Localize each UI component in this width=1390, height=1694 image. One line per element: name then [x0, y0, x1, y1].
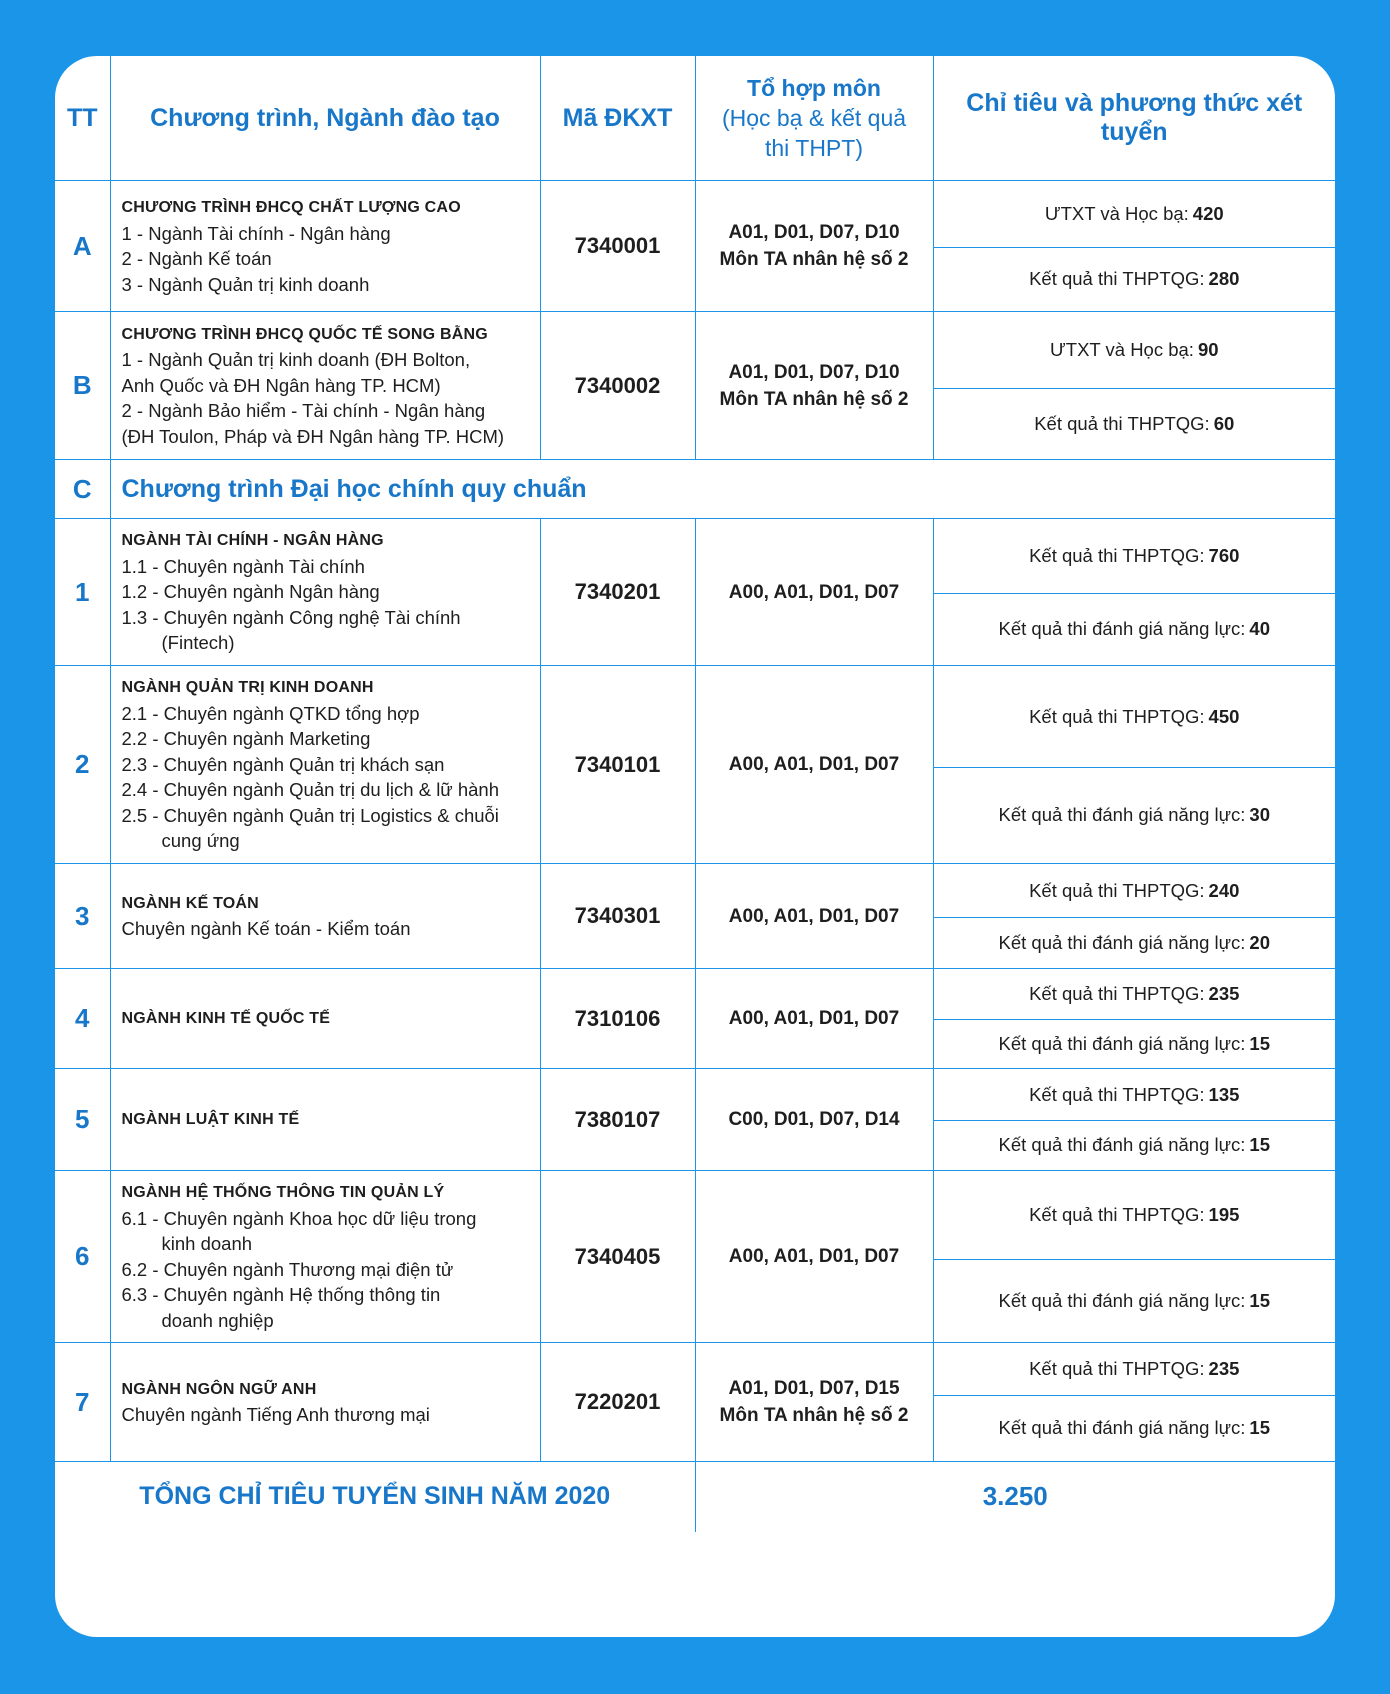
subject-combo-cell — [695, 969, 933, 1069]
quota-method-1 — [934, 865, 1336, 917]
quota-stack — [934, 667, 1336, 863]
quota-stack — [934, 970, 1336, 1068]
subject-combo-cell — [695, 312, 933, 460]
quota-method-2 — [934, 1395, 1336, 1461]
quota-method-2-value: 15 — [1249, 1032, 1270, 1054]
quota-method-2-value: 60 — [1213, 412, 1235, 434]
quota-cell — [933, 519, 1335, 666]
quota-method-1-value: 235 — [1208, 1358, 1240, 1379]
quota-method-2-label: Kết quả thi đánh giá năng lực: — [998, 931, 1246, 953]
table-row — [55, 864, 1335, 969]
program-line: 3 - Ngành Quản trị kinh doanh — [121, 273, 370, 295]
quota-cell — [933, 864, 1335, 969]
quota-method-2-value: 15 — [1249, 1289, 1270, 1311]
table-row — [55, 1171, 1335, 1343]
program-title: NGÀNH TÀI CHÍNH - NGÂN HÀNG — [121, 532, 384, 550]
registration-code: 7340405 — [540, 1171, 695, 1343]
total-row — [55, 1462, 1335, 1532]
row-tt: 7 — [55, 1343, 110, 1462]
row-tt: 5 — [55, 1069, 110, 1171]
quota-method-2-label: Kết quả thi đánh giá năng lực: — [998, 618, 1246, 639]
quota-cell — [933, 312, 1335, 460]
table-row — [55, 969, 1335, 1069]
quota-method-1-label: Kết quả thi THPTQG: — [1029, 705, 1205, 727]
subject-combo: A01, D01, D07, D10 — [728, 222, 900, 243]
quota-method-1-label: Kết quả thi THPTQG: — [1029, 1083, 1205, 1105]
registration-code: 7340101 — [540, 666, 695, 864]
quota-method-1-value: 240 — [1208, 879, 1240, 901]
program-line: 6.2 - Chuyên ngành Thương mại điện tử — [121, 1258, 454, 1280]
quota-method-1-value: 135 — [1208, 1083, 1240, 1105]
quota-method-2 — [934, 767, 1336, 863]
table-header-row — [55, 56, 1335, 181]
program-title: NGÀNH KẾ TOÁN — [121, 894, 259, 912]
program-cell — [110, 312, 540, 460]
quota-method-2 — [934, 1259, 1336, 1342]
program-line: kinh doanh — [161, 1233, 253, 1254]
subject-combo-cell — [695, 864, 933, 969]
quota-cell — [933, 969, 1335, 1069]
quota-stack — [934, 1172, 1336, 1342]
quota-method-1-value: 235 — [1208, 983, 1240, 1004]
table-body — [55, 181, 1335, 1462]
program-line: Chuyên ngành Kế toán - Kiểm toán — [121, 918, 411, 939]
registration-code: 7380107 — [540, 1069, 695, 1171]
header-program: Chương trình, Ngành đào tạo — [110, 56, 540, 181]
program-line: Chuyên ngành Tiếng Anh thương mại — [121, 1404, 430, 1425]
admission-table-card — [55, 56, 1335, 1637]
subject-combo: A00, A01, D01, D07 — [728, 581, 900, 603]
subject-combo-cell — [695, 666, 933, 864]
program-line: 2 - Ngành Kế toán — [121, 248, 272, 269]
row-tt: B — [55, 312, 110, 460]
program-cell — [110, 181, 540, 312]
row-tt: C — [55, 460, 110, 519]
quota-method-2-label: Kết quả thi đánh giá năng lực: — [998, 804, 1246, 825]
table-row — [55, 460, 1335, 519]
program-title: NGÀNH QUẢN TRỊ KINH DOANH — [121, 679, 374, 697]
quota-method-1 — [934, 1344, 1336, 1395]
row-tt: 1 — [55, 519, 110, 666]
quota-stack — [934, 520, 1336, 665]
subject-combo: A00, A01, D01, D07 — [728, 1246, 900, 1267]
program-cell — [110, 1343, 540, 1462]
subject-combo-cell — [695, 181, 933, 312]
header-combo — [695, 56, 933, 181]
registration-code: 7340001 — [540, 181, 695, 312]
quota-method-2-value: 20 — [1249, 931, 1270, 953]
program-line: 2.3 - Chuyên ngành Quản trị khách sạn — [121, 753, 445, 775]
table-row — [55, 666, 1335, 864]
table-row — [55, 181, 1335, 312]
quota-method-2-label: Kết quả thi THPTQG: — [1034, 412, 1210, 434]
program-line: 1.2 - Chuyên ngành Ngân hàng — [121, 581, 380, 603]
program-title: NGÀNH KINH TẾ QUỐC TẾ — [121, 1009, 331, 1027]
registration-code: 7340301 — [540, 864, 695, 969]
quota-method-2-value: 40 — [1249, 618, 1270, 639]
program-line: (Fintech) — [161, 632, 235, 654]
program-line: Anh Quốc và ĐH Ngân hàng TP. HCM) — [121, 374, 441, 396]
program-cell — [110, 1171, 540, 1343]
subject-combo-note: Môn TA nhân hệ số 2 — [719, 249, 909, 270]
quota-method-1 — [934, 1172, 1336, 1259]
program-cell — [110, 864, 540, 969]
total-value: 3.250 — [695, 1462, 1335, 1532]
program-title: NGÀNH HỆ THỐNG THÔNG TIN QUẢN LÝ — [121, 1184, 445, 1201]
quota-method-2 — [934, 388, 1336, 459]
subject-combo: A01, D01, D07, D15 — [728, 1378, 900, 1399]
program-line: 1 - Ngành Tài chính - Ngân hàng — [121, 222, 391, 244]
subject-combo-cell — [695, 1343, 933, 1462]
quota-method-2 — [934, 917, 1336, 968]
quota-method-1 — [934, 182, 1336, 247]
program-line: 2.5 - Chuyên ngành Quản trị Logistics & chuỗi — [121, 804, 499, 826]
total-label: TỔNG CHỈ TIÊU TUYỂN SINH NĂM 2020 — [55, 1462, 695, 1532]
quota-method-2-label: Kết quả thi đánh giá năng lực: — [998, 1289, 1246, 1311]
program-line: 1 - Ngành Quản trị kinh doanh (ĐH Bolton, — [121, 349, 471, 371]
subject-combo-cell — [695, 1069, 933, 1171]
quota-method-2-label: Kết quả thi đánh giá năng lực: — [998, 1032, 1246, 1054]
quota-method-2-label: Kết quả thi THPTQG: — [1029, 268, 1205, 289]
subject-combo: A00, A01, D01, D07 — [728, 754, 900, 775]
registration-code: 7340201 — [540, 519, 695, 666]
program-title: NGÀNH NGÔN NGỮ ANH — [121, 1380, 317, 1398]
quota-method-2 — [934, 247, 1336, 311]
program-line: 6.3 - Chuyên ngành Hệ thống thông tin — [121, 1284, 441, 1305]
table-row — [55, 1069, 1335, 1171]
quota-method-2-value: 15 — [1249, 1417, 1270, 1438]
quota-method-1-value: 195 — [1208, 1204, 1240, 1225]
quota-method-1 — [934, 1070, 1336, 1120]
quota-stack — [934, 865, 1336, 968]
quota-method-2-label: Kết quả thi đánh giá năng lực: — [998, 1417, 1246, 1438]
program-title: CHƯƠNG TRÌNH ĐHCQ CHẤT LƯỢNG CAO — [121, 199, 461, 216]
quota-method-1 — [934, 970, 1336, 1019]
header-code: Mã ĐKXT — [540, 56, 695, 181]
program-line: (ĐH Toulon, Pháp và ĐH Ngân hàng TP. HCM) — [121, 425, 505, 447]
row-tt: A — [55, 181, 110, 312]
quota-method-2-value: 15 — [1249, 1134, 1270, 1155]
program-line: 2 - Ngành Bảo hiểm - Tài chính - Ngân hàng — [121, 400, 486, 422]
table-row — [55, 519, 1335, 666]
program-line: 2.2 - Chuyên ngành Marketing — [121, 728, 371, 750]
program-cell — [110, 1069, 540, 1171]
quota-cell — [933, 181, 1335, 312]
quota-method-1-label: Kết quả thi THPTQG: — [1029, 1358, 1205, 1379]
quota-method-1-label: Kết quả thi THPTQG: — [1029, 545, 1205, 566]
program-cell — [110, 969, 540, 1069]
quota-method-2 — [934, 1019, 1336, 1068]
registration-code: 7220201 — [540, 1343, 695, 1462]
header-combo-title: Tổ hợp môn — [747, 75, 881, 101]
program-line: 6.1 - Chuyên ngành Khoa học dữ liệu trong — [121, 1207, 477, 1229]
row-tt: 4 — [55, 969, 110, 1069]
admission-table — [55, 56, 1335, 1532]
header-tt: TT — [66, 103, 98, 132]
quota-method-1-label: Kết quả thi THPTQG: — [1029, 1204, 1205, 1225]
header-quota: Chỉ tiêu và phương thức xét tuyển — [933, 56, 1335, 181]
header-combo-sub2: thi THPT) — [765, 135, 863, 161]
registration-code: 7340002 — [540, 312, 695, 460]
quota-stack — [934, 1344, 1336, 1461]
subject-combo: A00, A01, D01, D07 — [728, 1008, 900, 1029]
quota-method-2-value: 280 — [1208, 268, 1240, 289]
quota-method-1-value: 90 — [1197, 339, 1219, 360]
program-title: CHƯƠNG TRÌNH ĐHCQ QUỐC TẾ SONG BẰNG — [121, 325, 488, 343]
quota-method-1-label: ƯTXT và Học bạ: — [1044, 203, 1189, 224]
subject-combo: C00, D01, D07, D14 — [728, 1109, 900, 1130]
quota-stack — [934, 1070, 1336, 1170]
quota-cell — [933, 666, 1335, 864]
quota-method-1-value: 420 — [1192, 203, 1224, 224]
program-line: doanh nghiệp — [161, 1309, 274, 1331]
quota-method-1 — [934, 667, 1336, 767]
row-tt: 6 — [55, 1171, 110, 1343]
quota-method-1 — [934, 520, 1336, 593]
program-line: cung ứng — [161, 830, 240, 852]
program-line: 2.4 - Chuyên ngành Quản trị du lịch & lữ hành — [121, 779, 499, 801]
row-tt: 2 — [55, 666, 110, 864]
quota-method-2 — [934, 593, 1336, 665]
program-cell — [110, 519, 540, 666]
subject-combo: A00, A01, D01, D07 — [728, 905, 900, 927]
quota-method-1-label: Kết quả thi THPTQG: — [1029, 983, 1205, 1004]
quota-method-1 — [934, 313, 1336, 388]
quota-method-2-label: Kết quả thi đánh giá năng lực: — [998, 1134, 1246, 1155]
program-line: 1.3 - Chuyên ngành Công nghệ Tài chính — [121, 606, 461, 628]
quota-cell — [933, 1343, 1335, 1462]
program-line: 2.1 - Chuyên ngành QTKD tổng hợp — [121, 702, 420, 724]
quota-method-1-label: Kết quả thi THPTQG: — [1029, 879, 1205, 901]
quota-method-1-value: 760 — [1208, 545, 1240, 566]
header-combo-sub1: (Học bạ & kết quả — [721, 105, 907, 131]
quota-cell — [933, 1069, 1335, 1171]
subject-combo-cell — [695, 519, 933, 666]
quota-method-2-value: 30 — [1249, 804, 1270, 825]
quota-stack — [934, 182, 1336, 311]
quota-method-1-value: 450 — [1208, 705, 1240, 727]
subject-combo-note: Môn TA nhân hệ số 2 — [719, 1405, 909, 1426]
subject-combo: A01, D01, D07, D10 — [728, 361, 900, 383]
table-row — [55, 312, 1335, 460]
table-row — [55, 1343, 1335, 1462]
registration-code: 7310106 — [540, 969, 695, 1069]
subject-combo-cell — [695, 1171, 933, 1343]
program-cell — [110, 666, 540, 864]
program-title: NGÀNH LUẬT KINH TẾ — [121, 1110, 300, 1128]
quota-stack — [934, 313, 1336, 459]
row-tt: 3 — [55, 864, 110, 969]
quota-method-2 — [934, 1120, 1336, 1170]
section-title: Chương trình Đại học chính quy chuẩn — [110, 460, 1335, 519]
subject-combo-note: Môn TA nhân hệ số 2 — [719, 388, 909, 410]
quota-method-1-label: ƯTXT và Học bạ: — [1049, 339, 1194, 360]
quota-cell — [933, 1171, 1335, 1343]
program-line: 1.1 - Chuyên ngành Tài chính — [121, 555, 365, 577]
